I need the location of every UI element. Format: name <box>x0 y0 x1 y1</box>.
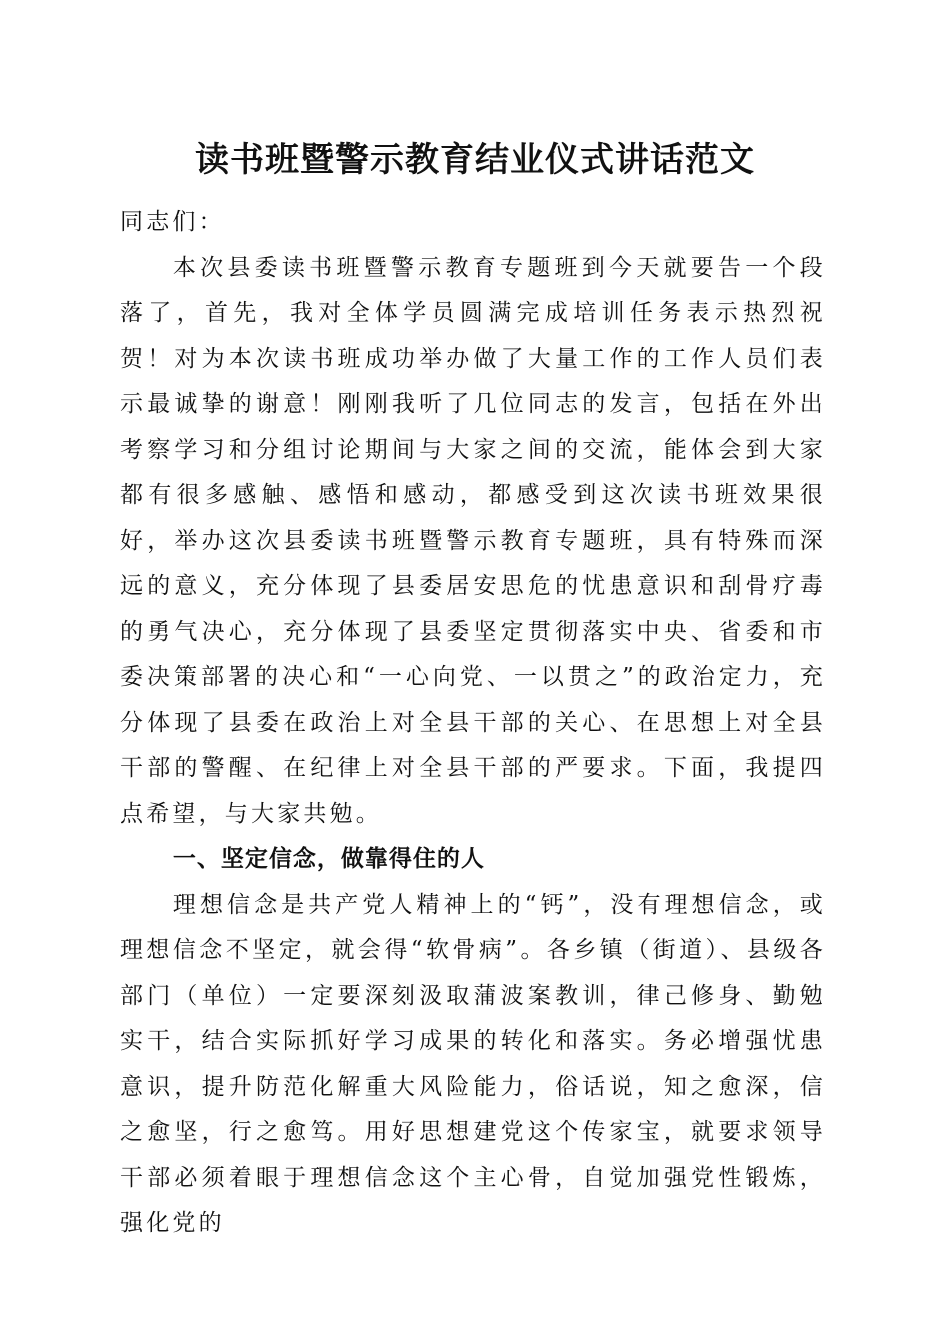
document-body <box>120 200 826 1247</box>
paragraph-opening: 本次县委读书班暨警示教育专题班到今天就要告一个段落了，首先，我对全体学员圆满完成培训任务表示热烈祝贺！对为本次读书班成功举办做了大量工作的工作人员们表示最诚挚的谢意！刚刚我听了几位同志的发言，包括在外出考察学习和分组讨论期间与大家之间的交流，能体会到大家都有很多感触、感悟和感动，都感受到这次读书班效果很好，举办这次县委读书班暨警示教育专题班，具有特殊而深远的意义，充分体现了县委居安思危的忧患意识和刮骨疗毒的勇气决心，充分体现了县委坚定贯彻落实中央、省委和市委决策部署的决心和“一心向党、一以贯之”的政治定力，充分体现了县委在政治上对全县干部的关心、在思想上对全县干部的警醒、在纪律上对全县干部的严要求。下面，我提四点希望，与大家共勉。 <box>120 254 826 827</box>
paragraph-ideals: 理想信念是共产党人精神上的“钙”，没有理想信念，或理想信念不坚定，就会得“软骨病”。各乡镇（街道）、县级各部门（单位）一定要深刻汲取蒲波案教训，律己修身、勤勉实干，结合实际抓好学习成果的转化和落实。务必增强忧患意识，提升防范化解重大风险能力，俗话说，知之愈深，信之愈坚，行之愈笃。用好思想建党这个传家宝，就要求领导干部必须着眼于理想信念这个主心骨，自觉加强党性锻炼，强化党的 <box>120 891 826 1236</box>
section-heading-1: 一、坚定信念，做靠得住的人 <box>172 846 485 872</box>
salutation: 同志们： <box>120 209 225 235</box>
document-title: 读书班暨警示教育结业仪式讲话范文 <box>195 140 755 180</box>
